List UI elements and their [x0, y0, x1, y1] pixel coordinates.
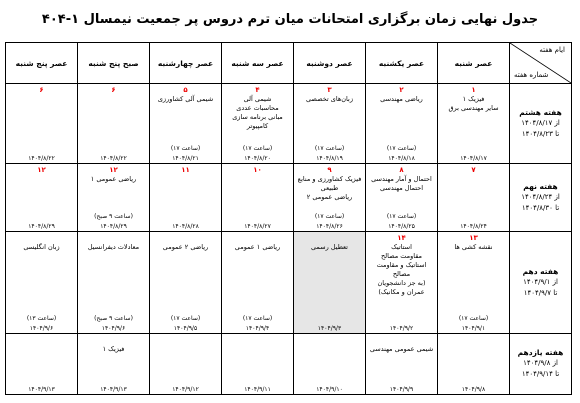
- exam-cell: [78, 84, 150, 164]
- week-name: هفته هشتم: [519, 108, 562, 118]
- day-header: عصر چهارشنبه: [150, 43, 222, 84]
- course-name: فیزیک کشاورزی و منابع طبیعی ریاضی عمومی ۲: [297, 175, 362, 202]
- exam-number: ۱۲: [37, 166, 46, 175]
- course-name: معادلات دیفرانسیل: [87, 243, 140, 252]
- corner-header: [510, 43, 572, 84]
- exam-date: ۱۴۰۴/۹/۵: [173, 324, 198, 332]
- exam-number: ۹: [327, 166, 332, 175]
- page-title: جدول نهایی زمان برگزاری امتحانات میان ترم دروس پر جمعیت نیمسال ۱-۴۰۴: [41, 12, 539, 27]
- course-name: زبان‌های تخصصی: [306, 95, 353, 103]
- exam-time: (ساعت ۱۷): [386, 145, 417, 153]
- exam-number: ۱۳: [469, 234, 478, 243]
- exam-date: ۱۴۰۴/۸/۲۲: [28, 155, 55, 163]
- exam-time: (ساعت ۱۷): [314, 145, 345, 153]
- week-label-cell: [510, 84, 572, 164]
- week-row: [6, 164, 572, 232]
- exam-date: ۱۴۰۴/۸/۱۹: [316, 155, 343, 163]
- exam-cell: [366, 333, 438, 394]
- exam-cell: [6, 164, 78, 232]
- course-name: ریاضی ۲ عمومی: [162, 243, 209, 252]
- course-name: ریاضی عمومی ۱: [90, 175, 137, 184]
- week-date-to: تا ۱۴۰۴/۹/۱۴: [521, 370, 560, 379]
- day-header: عصر سه شنبه: [222, 43, 294, 84]
- exam-date: ۱۴۰۴/۸/۲۶: [316, 223, 343, 231]
- course-name: زبان انگلیسی: [23, 243, 60, 252]
- week-date-from: از ۱۴۰۴/۹/۸: [523, 359, 558, 368]
- course-name: ریاضی ۱ عمومی: [234, 243, 281, 252]
- exam-cell: [78, 333, 150, 394]
- day-header: عصر یکشنبه: [366, 43, 438, 84]
- week-name: هفته نهم: [523, 182, 558, 192]
- exam-cell: [150, 232, 222, 333]
- exam-cell: [438, 232, 510, 333]
- exam-cell: [78, 164, 150, 232]
- exam-number: ۱۲: [109, 166, 118, 175]
- course-name: نقشه کشی ها: [454, 243, 493, 252]
- exam-time: (ساعت ۱۷): [242, 145, 273, 153]
- exam-time: (ساعت ۱۷): [242, 314, 273, 322]
- exam-date: ۱۴۰۴/۹/۱۳: [100, 386, 127, 393]
- week-number-label: شماره هفته: [514, 71, 549, 79]
- exam-date: ۱۴۰۴/۸/۱۸: [388, 155, 415, 163]
- course-name: تعطیل رسمی: [311, 243, 348, 252]
- exam-date: ۱۴۰۴/۹/۱۳: [28, 386, 55, 393]
- exam-date: ۱۴۰۴/۹/۱: [461, 324, 486, 332]
- exam-date: ۱۴۰۴/۸/۲۴: [460, 223, 487, 231]
- exam-cell: [294, 232, 366, 333]
- exam-date: ۱۴۰۴/۸/۲۵: [388, 223, 415, 231]
- exam-time: (ساعت ۱۷): [314, 213, 345, 221]
- exam-schedule-table: [5, 42, 572, 395]
- week-label-cell: [510, 164, 572, 232]
- exam-date: ۱۴۰۴/۹/۶: [101, 324, 126, 332]
- exam-cell: [438, 333, 510, 394]
- exam-number: ۳: [327, 86, 332, 94]
- exam-date: ۱۴۰۴/۸/۲۱: [172, 155, 199, 163]
- exam-cell: [150, 164, 222, 232]
- exam-date: ۱۴۰۴/۸/۱۷: [460, 155, 487, 163]
- exam-number: ۸: [399, 166, 404, 175]
- week-label-cell: [510, 333, 572, 394]
- exam-cell: [222, 84, 294, 164]
- course-name: شیمی آلی کشاورزی: [157, 95, 214, 103]
- course-name: شیمی عمومی مهندسی: [369, 344, 434, 353]
- days-label: ایام هفته: [539, 46, 565, 54]
- week-row: [6, 232, 572, 333]
- header-row: [6, 43, 572, 84]
- exam-number: ۱۰: [253, 166, 262, 175]
- exam-number: ۲: [399, 86, 404, 94]
- exam-cell: [438, 164, 510, 232]
- exam-time: (ساعت ۱۷): [170, 314, 201, 322]
- exam-cell: [6, 84, 78, 164]
- week-name: هفته یازدهم: [517, 348, 564, 358]
- exam-date: ۱۴۰۴/۹/۶: [29, 324, 54, 332]
- exam-date: ۱۴۰۴/۹/۹: [389, 386, 414, 393]
- exam-cell: [150, 84, 222, 164]
- exam-cell: [366, 232, 438, 333]
- exam-date: ۱۴۰۴/۸/۲۲: [100, 155, 127, 163]
- course-name: فیزیک ۱ سایر مهندسی برق: [448, 95, 499, 112]
- exam-time: (ساعت ۱۷): [170, 145, 201, 153]
- week-date-from: از ۱۴۰۴/۸/۱۷: [521, 119, 560, 128]
- exam-number: ۴: [255, 86, 260, 94]
- exam-cell: [438, 84, 510, 164]
- course-name: استاتیک مقاومت مصالح استاتیک و مقاومت مصالح (به جز دانشجویان عمران و مکانیک): [376, 243, 427, 297]
- exam-number: ۶: [39, 86, 44, 94]
- exam-date: ۱۴۰۴/۹/۲: [389, 324, 414, 332]
- exam-time: (ساعت ۹ صبح): [94, 314, 133, 322]
- course-name: شیمی آلی محاسبات عددی مبانی برنامه سازی کامپیوتر: [232, 95, 283, 130]
- exam-cell: [366, 84, 438, 164]
- course-name: ریاضی مهندسی: [380, 95, 423, 103]
- day-header: عصر شنبه: [438, 43, 510, 84]
- exam-cell: [222, 232, 294, 333]
- course-name: فیزیک ۱: [102, 344, 125, 353]
- week-name: هفته دهم: [522, 267, 559, 277]
- exam-number: ۱۴: [397, 234, 406, 243]
- exam-date: ۱۴۰۴/۹/۱۲: [172, 386, 199, 393]
- exam-date: ۱۴۰۴/۸/۲۸: [172, 223, 199, 231]
- week-date-to: تا ۱۴۰۴/۸/۳۰: [521, 204, 560, 213]
- week-date-to: تا ۱۴۰۴/۹/۷: [523, 289, 558, 298]
- week-label-cell: [510, 232, 572, 333]
- exam-date: ۱۴۰۴/۸/۲۰: [244, 155, 271, 163]
- exam-time: (ساعت ۱۷): [458, 314, 489, 322]
- course-name: احتمال و آمار مهندسی احتمال مهندسی: [371, 175, 432, 193]
- exam-cell: [222, 164, 294, 232]
- exam-cell: [6, 333, 78, 394]
- exam-time: (ساعت ۱۷): [386, 213, 417, 221]
- exam-number: ۱: [471, 86, 476, 94]
- day-header: عصر پنج شنبه: [6, 43, 78, 84]
- exam-date: ۱۴۰۴/۹/۱۱: [244, 386, 271, 393]
- exam-cell: [150, 333, 222, 394]
- week-date-from: از ۱۴۰۴/۹/۱: [523, 278, 558, 287]
- day-header: صبح پنج شنبه: [78, 43, 150, 84]
- exam-cell: [294, 333, 366, 394]
- exam-date: ۱۴۰۴/۹/۳: [317, 324, 342, 332]
- exam-date: ۱۴۰۴/۹/۸: [461, 386, 486, 393]
- week-date-to: تا ۱۴۰۴/۸/۲۳: [521, 130, 560, 139]
- exam-cell: [6, 232, 78, 333]
- exam-cell: [222, 333, 294, 394]
- exam-cell: [294, 84, 366, 164]
- exam-number: ۷: [471, 166, 476, 175]
- exam-cell: [294, 164, 366, 232]
- exam-date: ۱۴۰۴/۹/۱۰: [316, 386, 343, 393]
- day-header: عصر دوشنبه: [294, 43, 366, 84]
- exam-date: ۱۴۰۴/۸/۲۹: [28, 223, 55, 231]
- exam-date: ۱۴۰۴/۸/۲۹: [100, 223, 127, 231]
- exam-number: ۵: [183, 86, 188, 94]
- exam-number: ۱۱: [181, 166, 190, 175]
- exam-cell: [366, 164, 438, 232]
- exam-date: ۱۴۰۴/۹/۴: [245, 324, 270, 332]
- exam-number: ۶: [111, 86, 116, 94]
- week-date-from: از ۱۴۰۴/۸/۲۴: [521, 193, 560, 202]
- exam-date: ۱۴۰۴/۸/۲۷: [244, 223, 271, 231]
- exam-time: (ساعت ۹ صبح): [94, 213, 133, 221]
- exam-cell: [78, 232, 150, 333]
- exam-time: (ساعت ۱۳): [26, 314, 57, 322]
- week-row: [6, 333, 572, 394]
- week-row: [6, 84, 572, 164]
